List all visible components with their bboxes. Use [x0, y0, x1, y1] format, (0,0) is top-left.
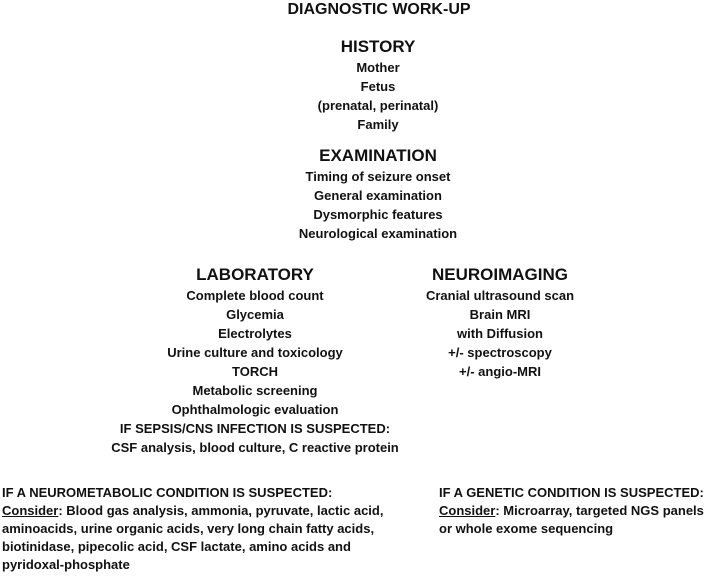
- history-heading: HISTORY: [340, 37, 416, 56]
- neurometabolic-consider-label: Consider: [2, 503, 59, 518]
- laboratory-item-ophthalmologic: Ophthalmologic evaluation: [171, 402, 339, 417]
- neurometabolic-section: [2, 484, 383, 574]
- history-section: [228, 36, 528, 134]
- genetic-consider-label: Consider: [439, 503, 496, 518]
- laboratory-item-glycemia: Glycemia: [226, 307, 284, 322]
- page-title: DIAGNOSTIC WORK-UP: [287, 1, 471, 18]
- laboratory-item-torch: TORCH: [232, 364, 278, 379]
- neuroimaging-heading: NEUROIMAGING: [432, 265, 568, 284]
- laboratory-heading: LABORATORY: [196, 265, 314, 284]
- examination-item-dysmorphic: Dysmorphic features: [313, 207, 443, 222]
- laboratory-section: [110, 264, 400, 457]
- examination-heading: EXAMINATION: [319, 146, 437, 165]
- genetic-condition: IF A GENETIC CONDITION IS SUSPECTED:: [439, 485, 704, 500]
- genetic-line-1-text: : Microarray, targeted NGS panels: [495, 503, 704, 518]
- laboratory-item-cbc: Complete blood count: [186, 288, 324, 303]
- laboratory-item-electrolytes: Electrolytes: [218, 326, 292, 341]
- sepsis-tests: CSF analysis, blood culture, C reactive protein: [111, 440, 399, 455]
- history-item-fetus: Fetus: [360, 79, 396, 94]
- history-item-mother: Mother: [356, 60, 400, 75]
- laboratory-item-metabolic: Metabolic screening: [192, 383, 318, 398]
- neuroimaging-section: [400, 264, 600, 381]
- examination-item-timing: Timing of seizure onset: [305, 169, 451, 184]
- examination-item-neurological: Neurological examination: [298, 226, 458, 241]
- genetic-line-2: or whole exome sequencing: [439, 521, 614, 536]
- neuroimaging-item-diffusion: with Diffusion: [457, 326, 543, 341]
- neurometabolic-condition: IF A NEUROMETABOLIC CONDITION IS SUSPECTED:: [2, 485, 333, 500]
- genetic-section: [439, 484, 704, 538]
- neurometabolic-line-4: pyridoxal-phosphate: [2, 557, 130, 572]
- neurometabolic-line-1: [2, 502, 383, 520]
- neurometabolic-line-2: aminoacids, urine organic acids, very long chain fatty acids,: [2, 521, 375, 536]
- laboratory-item-urine: Urine culture and toxicology: [167, 345, 343, 360]
- neuroimaging-item-angio-mri: +/- angio-MRI: [459, 364, 541, 379]
- genetic-line-1: [439, 502, 704, 520]
- neurometabolic-line-3: biotinidase, pipecolic acid, CSF lactate, amino acids and: [2, 539, 351, 554]
- neuroimaging-item-brain-mri: Brain MRI: [469, 307, 531, 322]
- history-item-family: Family: [357, 117, 399, 132]
- neuroimaging-item-ultrasound: Cranial ultrasound scan: [425, 288, 575, 303]
- sepsis-condition: IF SEPSIS/CNS INFECTION IS SUSPECTED:: [119, 421, 391, 436]
- examination-section: [228, 145, 528, 243]
- neuroimaging-item-spectroscopy: +/- spectroscopy: [448, 345, 552, 360]
- examination-item-general: General examination: [314, 188, 442, 203]
- history-item-prenatal-perinatal: (prenatal, perinatal): [317, 98, 439, 113]
- neurometabolic-line-1-text: : Blood gas analysis, ammonia, pyruvate, lactic acid,: [58, 503, 384, 518]
